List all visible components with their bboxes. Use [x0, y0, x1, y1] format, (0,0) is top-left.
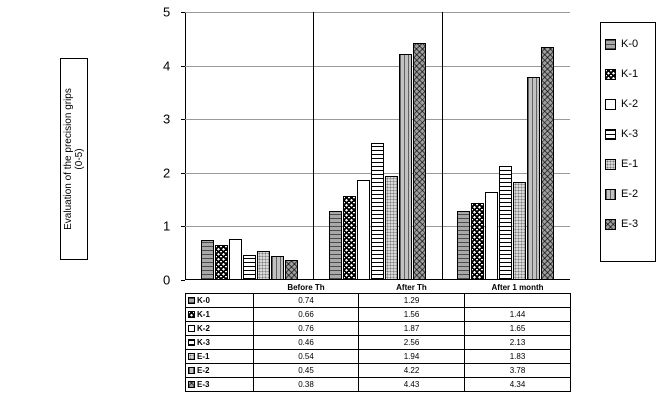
y-axis-title-box — [60, 58, 88, 260]
y-tick-label: 4 — [163, 58, 171, 74]
data-table-body — [186, 294, 571, 392]
legend-swatch-icon — [605, 159, 616, 170]
legend-item[interactable] — [605, 29, 651, 59]
bar — [357, 180, 370, 280]
bar — [471, 203, 484, 280]
bar — [329, 211, 342, 280]
table-cell: 0.46 — [254, 336, 359, 350]
y-tick-label: 3 — [163, 111, 171, 127]
table-cell: 2.56 — [359, 336, 465, 350]
bar — [499, 166, 512, 280]
legend-item-label: E-2 — [621, 188, 639, 200]
legend-item[interactable] — [605, 119, 651, 149]
bar — [385, 176, 398, 280]
y-axis-title — [63, 88, 85, 230]
table-row — [186, 322, 571, 336]
data-table-wrapper — [185, 281, 570, 392]
y-tick-label: 0 — [163, 272, 171, 288]
legend-item-label: K-1 — [621, 68, 639, 80]
bar — [285, 260, 298, 280]
bar — [457, 211, 470, 280]
table-row — [186, 350, 571, 364]
table-cell: 0.76 — [254, 322, 359, 336]
bar-group — [313, 12, 441, 280]
table-cell: 1.44 — [465, 308, 571, 322]
table-row-label: K-1 — [186, 308, 254, 322]
table-cell — [465, 294, 571, 308]
bar — [541, 47, 554, 280]
legend-item-label: K-3 — [621, 128, 639, 140]
table-cell: 1.87 — [359, 322, 465, 336]
bar — [257, 251, 270, 280]
table-cell: 3.78 — [465, 364, 571, 378]
table-row — [186, 294, 571, 308]
legend-swatch-icon — [605, 69, 616, 80]
table-cell: 4.34 — [465, 378, 571, 392]
data-table-col-2: After 1 month — [465, 281, 571, 294]
bar — [513, 182, 526, 280]
y-tick-label: 2 — [163, 165, 171, 181]
table-swatch-icon — [188, 381, 195, 388]
table-cell: 1.94 — [359, 350, 465, 364]
y-axis-title-line1: Evaluation of the precision grips — [63, 88, 74, 230]
bar — [271, 256, 284, 280]
legend-item[interactable] — [605, 59, 651, 89]
table-cell: 0.38 — [254, 378, 359, 392]
table-swatch-icon — [188, 325, 195, 332]
legend-item[interactable] — [605, 179, 651, 209]
bar — [413, 43, 426, 280]
table-row-label: K-0 — [186, 294, 254, 308]
legend-item-label: K-2 — [621, 98, 639, 110]
legend-swatch-icon — [605, 219, 616, 230]
legend-swatch-icon — [605, 189, 616, 200]
table-swatch-icon — [188, 367, 195, 374]
y-tick-label: 5 — [163, 4, 171, 20]
table-row-label: K-2 — [186, 322, 254, 336]
table-cell: 0.66 — [254, 308, 359, 322]
bar — [527, 77, 540, 280]
table-row-label: E-1 — [186, 350, 254, 364]
table-row — [186, 364, 571, 378]
legend-item[interactable] — [605, 209, 651, 239]
y-axis-title-line2: (0-5) — [74, 148, 85, 170]
legend-item[interactable] — [605, 89, 651, 119]
data-table-col-1: After Th — [359, 281, 465, 294]
group-separator — [313, 12, 314, 280]
group-separator — [442, 12, 443, 280]
bar-group — [442, 12, 570, 280]
data-table — [185, 281, 571, 392]
table-cell: 1.83 — [465, 350, 571, 364]
data-table-corner — [186, 281, 254, 294]
legend-swatch-icon — [605, 39, 616, 50]
bar-group — [185, 12, 313, 280]
bar — [371, 143, 384, 280]
table-cell: 0.54 — [254, 350, 359, 364]
table-swatch-icon — [188, 311, 195, 318]
table-swatch-icon — [188, 339, 195, 346]
bar — [215, 245, 228, 280]
legend-swatch-icon — [605, 99, 616, 110]
legend-swatch-icon — [605, 129, 616, 140]
bar — [243, 255, 256, 280]
table-cell: 0.74 — [254, 294, 359, 308]
legend-item[interactable] — [605, 149, 651, 179]
table-cell: 0.45 — [254, 364, 359, 378]
legend-item-label: E-3 — [621, 218, 639, 230]
table-cell: 2.13 — [465, 336, 571, 350]
table-swatch-icon — [188, 297, 195, 304]
table-row — [186, 308, 571, 322]
legend-item-label: E-1 — [621, 158, 639, 170]
bar — [229, 239, 242, 280]
legend — [600, 22, 656, 262]
bar — [485, 192, 498, 280]
legend-item-label: K-0 — [621, 38, 639, 50]
bar — [343, 196, 356, 280]
table-row-label: K-3 — [186, 336, 254, 350]
data-table-header-row — [186, 281, 571, 294]
bar — [399, 54, 412, 280]
table-cell: 1.56 — [359, 308, 465, 322]
table-row — [186, 336, 571, 350]
data-table-col-0: Before Th — [254, 281, 359, 294]
table-cell: 4.22 — [359, 364, 465, 378]
bar — [201, 240, 214, 280]
table-row-label: E-2 — [186, 364, 254, 378]
table-cell: 1.65 — [465, 322, 571, 336]
table-swatch-icon — [188, 353, 195, 360]
table-cell: 4.43 — [359, 378, 465, 392]
y-tick-label: 1 — [163, 218, 171, 234]
table-cell: 1.29 — [359, 294, 465, 308]
table-row-label: E-3 — [186, 378, 254, 392]
table-row — [186, 378, 571, 392]
